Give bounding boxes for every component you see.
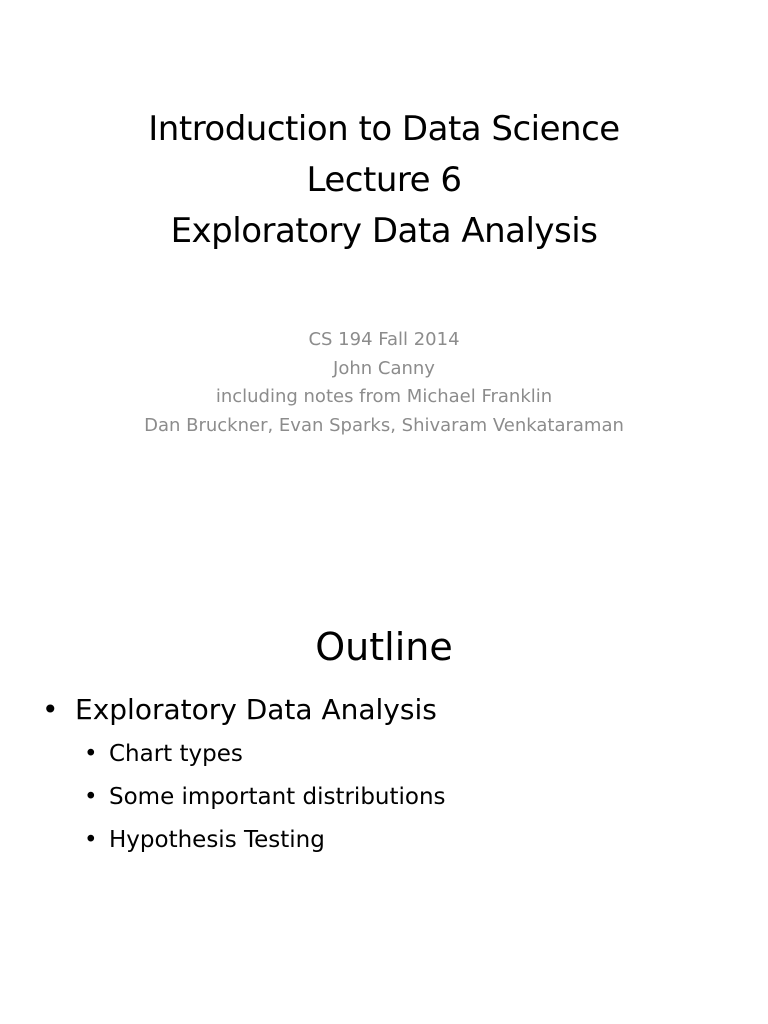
bullet-dot-icon: • [84,784,98,810]
sub-bullet-group [0,733,768,862]
sub-bullet-list [0,733,768,862]
title-line: Introduction to Data Science [148,109,620,149]
sub-bullet-label: Hypothesis Testing [109,827,325,853]
slide-subtitle [0,326,768,440]
subtitle-line: CS 194 Fall 2014 [308,329,460,350]
sub-bullet-item [0,733,768,776]
title-line: Exploratory Data Analysis [170,211,598,251]
sub-bullet-item [0,819,768,862]
subtitle-line: John Canny [333,357,435,379]
bullet-item [0,687,768,733]
subtitle-line: Dan Bruckner, Evan Sparks, Shivaram Venkataraman [144,414,624,436]
outline-slide [0,510,768,1024]
bullet-dot-icon: • [42,693,59,726]
outline-title: Outline [315,625,453,669]
sub-bullet-label: Chart types [109,741,243,767]
sub-bullet-label: Some important distributions [109,784,446,810]
outline-bullet-list [0,687,768,862]
bullet-dot-icon: • [84,827,98,853]
bullet-dot-icon: • [84,741,98,767]
title-line: Lecture 6 [306,160,462,200]
subtitle-line: including notes from Michael Franklin [215,386,553,407]
sub-bullet-item [0,776,768,819]
slide-title [0,104,768,257]
bullet-label: Exploratory Data Analysis [75,693,437,726]
title-slide [0,0,768,510]
